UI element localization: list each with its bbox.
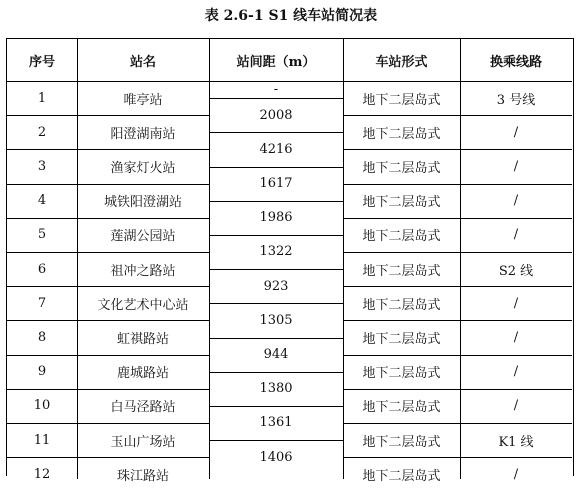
row-station-name: 渔家灯火站 xyxy=(110,160,176,176)
row-station-name: 白马泾路站 xyxy=(110,400,176,416)
header-transfer: 换乘线路 xyxy=(489,54,542,70)
header-name: 站名 xyxy=(129,54,156,70)
station-distance: 1380 xyxy=(259,381,293,397)
row-station-name: 祖冲之路站 xyxy=(110,263,176,279)
header-distance: 站间距（m） xyxy=(236,54,316,70)
row-station-name: 莲湖公园站 xyxy=(110,229,176,245)
row-station-name: 文化艺术中心站 xyxy=(97,297,189,313)
row-station-form: 地下二层岛式 xyxy=(362,366,441,382)
row-transfer: 3 号线 xyxy=(496,92,536,108)
row-seq: 11 xyxy=(33,432,51,448)
row-station-form: 地下二层岛式 xyxy=(362,400,441,416)
row-seq: 7 xyxy=(37,295,47,311)
row-transfer: / xyxy=(513,295,519,311)
row-transfer: / xyxy=(513,124,519,140)
row-transfer: S2 线 xyxy=(498,263,534,279)
row-transfer: / xyxy=(513,466,519,482)
row-transfer: / xyxy=(513,227,519,243)
row-station-form: 地下二层岛式 xyxy=(362,263,441,279)
row-station-form: 地下二层岛式 xyxy=(362,126,441,142)
row-station-name: 珠江路站 xyxy=(116,468,169,484)
row-station-form: 地下二层岛式 xyxy=(362,468,441,484)
row-station-name: 阳澄湖南站 xyxy=(110,126,176,142)
table-title: 表 2.6-1 S1 线车站简况表 xyxy=(204,8,378,24)
row-transfer: K1 线 xyxy=(498,434,534,450)
station-distance: 1305 xyxy=(259,312,293,328)
header-seq: 序号 xyxy=(28,54,55,70)
row-station-form: 地下二层岛式 xyxy=(362,331,441,347)
row-seq: 8 xyxy=(37,329,47,345)
station-distance: 1406 xyxy=(259,449,293,465)
row-station-name: 城铁阳澄湖站 xyxy=(103,195,182,211)
row-transfer: / xyxy=(513,193,519,209)
station-distance: 1617 xyxy=(259,176,293,192)
station-table xyxy=(6,38,574,484)
row-seq: 9 xyxy=(37,364,47,380)
station-distance: 944 xyxy=(263,347,289,363)
row-seq: 10 xyxy=(33,398,51,414)
station-distance: 1322 xyxy=(259,244,293,260)
row-station-name: 虹祺路站 xyxy=(116,331,169,347)
row-transfer: / xyxy=(513,364,519,380)
header-station-form: 车站形式 xyxy=(375,54,428,70)
row-station-form: 地下二层岛式 xyxy=(362,92,441,108)
row-station-form: 地下二层岛式 xyxy=(362,195,441,211)
row-seq: 5 xyxy=(37,227,47,243)
station-distance: 4216 xyxy=(259,141,293,157)
row-transfer: / xyxy=(513,158,519,174)
row-seq: 3 xyxy=(37,158,47,174)
first-distance: - xyxy=(273,82,279,98)
row-station-name: 唯亭站 xyxy=(123,92,163,108)
row-seq: 4 xyxy=(37,193,47,209)
row-seq: 1 xyxy=(37,90,47,106)
station-distance: 2008 xyxy=(259,107,293,123)
row-station-form: 地下二层岛式 xyxy=(362,297,441,313)
row-station-name: 鹿城路站 xyxy=(116,366,169,382)
station-distance: 1986 xyxy=(259,210,293,226)
station-distance: 923 xyxy=(263,278,289,294)
row-transfer: / xyxy=(513,398,519,414)
row-seq: 2 xyxy=(37,124,47,140)
row-station-form: 地下二层岛式 xyxy=(362,229,441,245)
row-transfer: / xyxy=(513,329,519,345)
row-station-name: 玉山广场站 xyxy=(110,434,176,450)
row-station-form: 地下二层岛式 xyxy=(362,434,441,450)
row-seq: 6 xyxy=(37,261,47,277)
row-station-form: 地下二层岛式 xyxy=(362,160,441,176)
row-seq: 12 xyxy=(33,466,51,482)
station-distance: 1361 xyxy=(259,415,293,431)
